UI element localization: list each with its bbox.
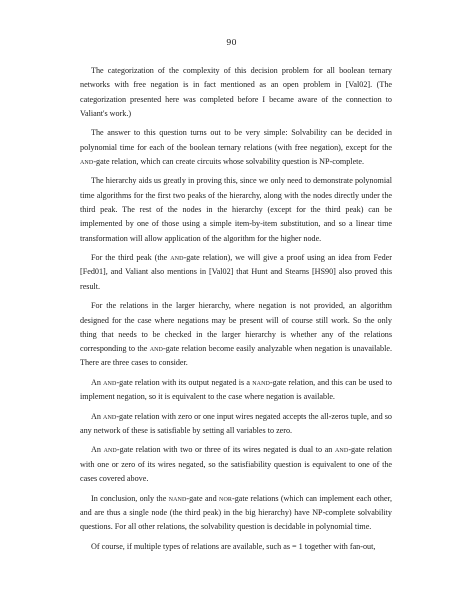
text-run: -gate relation, and this can be used to implement negation, so it is equivalent to the case where negation is available. — [80, 377, 392, 402]
text-run: Of course, if multiple types of relations are available, such as = 1 together with fan-out, — [91, 541, 376, 551]
smallcaps-term: nand — [252, 377, 270, 387]
smallcaps-term: and — [335, 445, 349, 455]
text-run: An — [91, 377, 104, 387]
paragraph — [80, 251, 392, 294]
paragraph — [80, 540, 392, 554]
paragraph — [80, 376, 392, 405]
smallcaps-term: and — [80, 156, 94, 166]
text-run: -gate and — [186, 493, 220, 503]
text-run: An — [91, 411, 104, 421]
body-text — [80, 64, 392, 559]
text-run: The hierarchy aids us greatly in proving this, since we only need to demonstrate polynomial time algorithms for the first two peaks of the hierarchy, along with the nodes directly under the third peak. The rest of the nodes in the hierarchy (except for the third peak) can be implemented by one of those using a simple item-by-item substitution, and so a linear time transformation will allow application of the algorithm for the higher node. — [80, 176, 392, 243]
paragraph — [80, 299, 392, 370]
smallcaps-term: nand — [168, 493, 187, 503]
smallcaps-term: and — [149, 344, 163, 354]
paragraph — [80, 410, 392, 439]
text-run: The answer to this question turns out to be very simple: Solvability can be decided in polynomial time for each of the boolean ternary relations (with free negation), except for the — [80, 128, 392, 152]
text-run: In conclusion, only the — [91, 493, 169, 503]
paragraph — [80, 443, 392, 486]
page-number: 90 — [226, 38, 237, 47]
smallcaps-term: nor — [219, 493, 232, 503]
text-run: -gate relations (which can implement each other, and are thus a single node (the third peak) in the big hierarchy) have NP-complete solvability questions. For all other relations, the solvability question is decidable in polynomial time. — [80, 493, 392, 532]
text-run: -gate relation), we will give a proof using an idea from Feder [Fed01], and Valiant also mentions in [Val02] that Hunt and Stearns [HS90] also proved this result. — [80, 253, 392, 291]
paragraph — [80, 126, 392, 169]
text-run: For the third peak (the — [91, 253, 171, 263]
smallcaps-term: and — [103, 377, 117, 387]
smallcaps-term: and — [103, 445, 117, 455]
smallcaps-term: and — [103, 411, 117, 421]
text-run: -gate relation with one or zero of its wires negated, so the satisfiability question is equivalent to one of the cases covered above. — [80, 445, 392, 484]
text-run: -gate relation with zero or one input wires negated accepts the all-zeros tuple, and so any network of these is satisfiable by setting all variables to zero. — [80, 411, 392, 435]
smallcaps-term: and — [170, 253, 184, 263]
text-run: -gate relation with two or three of its wires negated is dual to an — [116, 445, 335, 455]
text-run: -gate relation become easily analyzable when negation is unavailable. There are three cases to consider. — [80, 344, 392, 368]
paragraph — [80, 492, 392, 535]
text-run: For the relations in the larger hierarchy, where negation is not provided, an algorithm designed for the case where negations may be present will of course still work. So the only thing that needs to be checked in the larger hierarchy is whether any of the relations corresponding to the — [80, 301, 392, 354]
paragraph — [80, 174, 392, 245]
text-run: -gate relation with its output negated is a — [116, 377, 253, 387]
paragraph — [80, 64, 392, 121]
text-run: The categorization of the complexity of this decision problem for all boolean ternary networks with free negation is in fact mentioned as an open problem in [Val02]. (The categorization presented here was completed before I became aware of the connection to Valiant's work.) — [80, 66, 392, 118]
text-run: -gate relation, which can create circuits whose solvability question is NP-complete. — [93, 156, 365, 166]
text-run: An — [91, 445, 104, 455]
